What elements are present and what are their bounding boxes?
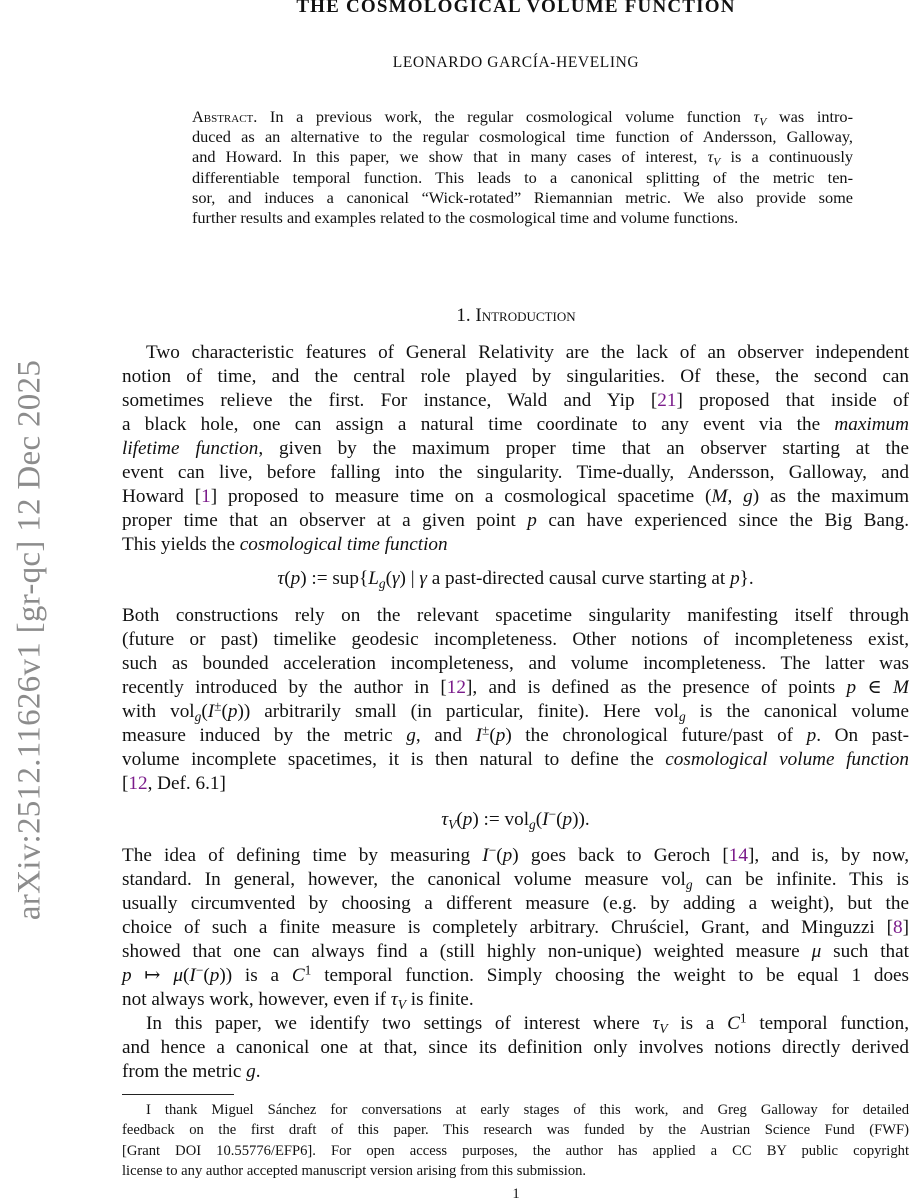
text-run: ( xyxy=(182,965,190,987)
text-run: ) := vol xyxy=(472,809,530,830)
text-line xyxy=(122,365,909,389)
text-run: usually circumvented by choosing a different measure (e.g. by adding a weight), but the xyxy=(122,893,909,915)
section-number: 1. xyxy=(456,305,471,326)
text-run: can have experienced since the Big Bang. xyxy=(536,510,909,532)
italic-text: maximum xyxy=(834,414,909,436)
text-run: ∈ xyxy=(856,677,893,699)
superscript: ± xyxy=(481,722,490,738)
text-run: ) | xyxy=(399,568,420,589)
subscript: g xyxy=(194,709,202,725)
text-line xyxy=(122,437,909,461)
text-run: (future or past) timelike geodesic incompleteness. Other notions of incompleteness exist, xyxy=(122,629,909,651)
text-run: further results and examples related to the cosmological time and volume functions. xyxy=(192,208,739,228)
italic-text: p xyxy=(290,568,301,589)
footnote-rule xyxy=(122,1094,234,1095)
text-run: ( xyxy=(456,809,463,830)
citation-link[interactable]: 12 xyxy=(446,677,466,699)
superscript: − xyxy=(195,962,204,978)
text-line xyxy=(122,604,909,628)
text-line xyxy=(122,700,909,724)
text-run: Two characteristic features of General Relativity are the lack of an observer independent xyxy=(146,342,909,363)
subscript: g xyxy=(678,709,686,725)
italic-text: τ xyxy=(707,147,714,167)
text-line xyxy=(122,413,909,437)
text-run: proper time that an observer at a given point xyxy=(122,510,528,532)
text-line xyxy=(122,844,909,868)
text-line xyxy=(122,1012,909,1036)
text-line xyxy=(122,676,909,700)
text-line xyxy=(122,940,909,964)
text-run: is a continuously xyxy=(720,147,853,167)
text-run: This yields the xyxy=(122,534,240,556)
text-run: ( xyxy=(385,568,392,589)
text-line xyxy=(122,485,909,509)
text-line xyxy=(192,168,853,188)
text-run: sor, and induces a canonical “Wick-rotated” Riemannian metric. We also provide some xyxy=(192,187,853,207)
text-run: measure induced by the metric xyxy=(122,725,407,747)
italic-text: p xyxy=(227,701,238,723)
text-run: )) arbitrarily small (in particular, finite). Here vol xyxy=(237,701,679,723)
text-line xyxy=(192,107,853,127)
italic-text: τ xyxy=(652,1013,660,1035)
italic-text: I xyxy=(542,809,549,830)
superscript: − xyxy=(488,842,497,858)
paragraph-incompleteness xyxy=(122,604,909,796)
paragraph-intro xyxy=(122,341,909,557)
subscript: V xyxy=(713,156,721,169)
citation-link[interactable]: 1 xyxy=(201,486,211,508)
italic-text: cosmological volume function xyxy=(665,749,909,771)
text-run: ], and is, by now, xyxy=(747,845,909,866)
superscript: ± xyxy=(214,698,222,714)
text-run: ( xyxy=(496,845,503,866)
text-line xyxy=(122,628,909,652)
text-run: . xyxy=(255,1061,261,1083)
italic-text: g xyxy=(743,486,753,508)
text-line xyxy=(122,461,909,485)
italic-text: p xyxy=(730,568,740,589)
text-line xyxy=(122,1060,909,1084)
small-caps-label: Abstract. xyxy=(192,107,258,126)
text-run: I thank Miguel Sánchez for conversations at early stages of this work, and Greg Galloway for detailed xyxy=(146,1102,909,1118)
italic-text: p xyxy=(122,965,132,987)
text-run: ] proposed that inside of xyxy=(676,390,909,412)
superscript: 1 xyxy=(739,1010,747,1026)
text-run: volume incomplete spacetimes, it is then natural to define the xyxy=(122,749,666,771)
italic-text: I xyxy=(482,845,489,866)
text-line xyxy=(122,916,909,940)
italic-text: g xyxy=(246,1061,256,1083)
text-run: In a previous work, the regular cosmological volume function xyxy=(257,107,754,126)
text-run: a past-directed causal curve starting at xyxy=(426,568,731,589)
paragraph-this-paper xyxy=(122,1012,909,1084)
text-run: temporal function, xyxy=(746,1013,909,1035)
text-run: }. xyxy=(739,568,754,589)
subscript: g xyxy=(378,576,386,592)
text-run: from the metric xyxy=(122,1061,247,1083)
text-line xyxy=(192,188,853,208)
text-run: such as bounded acceleration incompleteness, and volume incompleteness. The latter was xyxy=(122,653,909,675)
text-run: such that xyxy=(821,941,909,963)
text-run: license to any author accepted manuscript version arising from this submission. xyxy=(122,1163,587,1180)
text-run: is the canonical volume xyxy=(685,701,909,723)
subscript: g xyxy=(685,877,693,893)
italic-text: C xyxy=(291,965,305,987)
text-run: ] xyxy=(902,917,909,939)
italic-text: I xyxy=(207,701,215,723)
text-line xyxy=(122,652,909,676)
paragraph-geroch xyxy=(122,844,909,1012)
italic-text: γ xyxy=(391,568,400,589)
text-line xyxy=(122,1100,909,1120)
text-line xyxy=(122,868,909,892)
italic-text: p xyxy=(806,725,817,747)
text-run: In this paper, we identify two settings of interest where xyxy=(146,1013,653,1035)
text-run: ( xyxy=(221,701,228,723)
italic-text: p xyxy=(527,510,537,532)
italic-text: M xyxy=(893,677,909,699)
text-run: ( xyxy=(535,809,543,830)
paper-title: THE COSMOLOGICAL VOLUME FUNCTION xyxy=(296,0,736,17)
text-run: ( xyxy=(284,568,291,589)
subscript: V xyxy=(397,997,406,1013)
italic-text: p xyxy=(495,725,506,747)
text-run: ] proposed to measure time on a cosmological spacetime ( xyxy=(210,486,712,508)
text-line xyxy=(192,208,853,228)
body-text-block xyxy=(122,341,909,557)
italic-text: τ xyxy=(441,809,449,830)
text-line xyxy=(122,1120,909,1140)
text-line xyxy=(122,772,909,796)
text-run: differentiable temporal function. This leads to a canonical splitting of the metric ten- xyxy=(192,167,853,187)
text-run: event can live, before falling into the singularity. Time-dually, Andersson, Galloway, and xyxy=(122,462,909,484)
text-run: is finite. xyxy=(405,989,474,1011)
text-run: and hence a canonical one at that, since its definition only involves notions directly derived xyxy=(122,1037,909,1059)
text-run: ( xyxy=(201,701,208,723)
subscript: V xyxy=(759,116,767,129)
text-run: Both constructions rely on the relevant spacetime singularity manifesting itself through xyxy=(122,605,909,626)
equation-cosmological-time xyxy=(122,567,909,591)
text-run: . On past- xyxy=(816,725,909,747)
text-run: )). xyxy=(572,809,590,830)
author-name: LEONARDO GARCÍA-HEVELING xyxy=(392,54,640,71)
section-heading xyxy=(0,305,909,327)
page-number: 1 xyxy=(512,1186,520,1202)
text-run: with vol xyxy=(122,701,195,723)
text-run: ( xyxy=(489,725,496,747)
text-run: The idea of defining time by measuring xyxy=(122,845,483,866)
text-line xyxy=(122,533,909,557)
italic-text: τ xyxy=(277,568,285,589)
arxiv-identifier-stamp: arXiv:2512.11626v1 [gr-qc] 12 Dec 2025 xyxy=(11,359,48,921)
text-run: ( xyxy=(556,809,563,830)
text-line xyxy=(122,1036,909,1060)
text-run: feedback on the first draft of this paper. This research was funded by the Austrian Science Fund (FWF) xyxy=(122,1122,909,1139)
italic-text: τ xyxy=(753,107,760,126)
text-line xyxy=(122,748,909,772)
text-run: , and xyxy=(415,725,476,747)
italic-text: lifetime function xyxy=(122,438,259,460)
text-line xyxy=(122,724,909,748)
text-run: ) goes back to Geroch [ xyxy=(512,845,729,866)
text-run: , xyxy=(727,486,744,508)
text-run: ) the chronological future/past of xyxy=(505,725,807,747)
text-run: can be infinite. This is xyxy=(692,869,909,891)
text-run: duced as an alternative to the regular cosmological time function of Andersson, Galloway, xyxy=(192,127,853,147)
footnote xyxy=(122,1100,909,1182)
subscript: g xyxy=(529,817,536,833)
italic-text: C xyxy=(727,1013,740,1035)
text-line xyxy=(122,964,909,988)
text-run: ) as the maximum xyxy=(752,486,909,508)
text-run: , Def. 6.1] xyxy=(147,773,226,795)
subscript: V xyxy=(659,1021,668,1037)
italic-text: M xyxy=(711,486,728,508)
italic-text: p xyxy=(846,677,857,699)
citation-link[interactable]: 8 xyxy=(893,917,903,939)
italic-text: cosmological time function xyxy=(239,534,448,556)
citation-link[interactable]: 21 xyxy=(657,390,677,412)
text-run: and Howard. In this paper, we show that in many cases of interest, xyxy=(192,147,708,167)
text-line xyxy=(122,1161,909,1181)
text-line xyxy=(122,341,909,365)
text-run: is a xyxy=(667,1013,728,1035)
superscript: − xyxy=(548,806,557,822)
subscript: V xyxy=(448,817,457,833)
italic-text: p xyxy=(462,809,473,830)
text-run: standard. In general, however, the canonical volume measure vol xyxy=(122,869,686,891)
text-line xyxy=(122,1141,909,1161)
text-run: sometimes relieve the first. For instance, Wald and Yip [ xyxy=(122,390,658,412)
text-line xyxy=(192,127,853,147)
text-line xyxy=(122,892,909,916)
text-line xyxy=(122,389,909,413)
italic-text: p xyxy=(502,845,513,866)
text-run: ( xyxy=(203,965,210,987)
text-run: notion of time, and the central role played by singularities. Of these, the second can xyxy=(122,366,909,388)
text-line xyxy=(122,509,909,533)
text-run: temporal function. Simply choosing the weight to be equal 1 does xyxy=(311,965,909,987)
section-title: Introduction xyxy=(475,305,576,326)
italic-text: I xyxy=(475,725,482,747)
italic-text: p xyxy=(209,965,220,987)
text-run: [Grant DOI 10.55776/EFP6]. For open access purposes, the author has applied a CC BY public copyright xyxy=(122,1142,909,1159)
text-run: ], and is defined as the presence of points xyxy=(465,677,847,699)
text-run: [ xyxy=(122,773,129,795)
italic-text: p xyxy=(562,809,573,830)
text-run: , given by the maximum proper time that an observer starting at the xyxy=(258,438,909,460)
text-run: choice of such a finite measure is completely arbitrary. Chruściel, Grant, and Minguzzi [ xyxy=(122,917,894,939)
italic-text: γ xyxy=(419,568,427,589)
abstract xyxy=(192,107,853,228)
text-run: was intro- xyxy=(766,107,853,126)
italic-text: τ xyxy=(390,989,398,1011)
text-line xyxy=(192,147,853,167)
text-run: a black hole, one can assign a natural time coordinate to any event via the xyxy=(122,414,835,436)
superscript: 1 xyxy=(304,962,312,978)
citation-link[interactable]: 12 xyxy=(128,773,148,795)
italic-text: μ xyxy=(173,965,183,987)
text-run: not always work, however, even if xyxy=(122,989,391,1011)
body-text-block xyxy=(122,604,909,796)
text-run: showed that one can always find a (still highly non-unique) weighted measure xyxy=(122,941,812,963)
body-text-block xyxy=(122,844,909,1084)
italic-text: L xyxy=(368,568,379,589)
text-run: Howard [ xyxy=(122,486,202,508)
italic-text: I xyxy=(189,965,196,987)
italic-text: μ xyxy=(811,941,822,963)
text-line xyxy=(122,988,909,1012)
equation-volume-function xyxy=(122,808,909,832)
citation-link[interactable]: 14 xyxy=(728,845,748,866)
text-run: ↦ xyxy=(131,965,174,987)
italic-text: g xyxy=(406,725,416,747)
text-run: ) := sup{ xyxy=(300,568,369,589)
text-run: )) is a xyxy=(219,965,292,987)
text-run: recently introduced by the author in [ xyxy=(122,677,447,699)
